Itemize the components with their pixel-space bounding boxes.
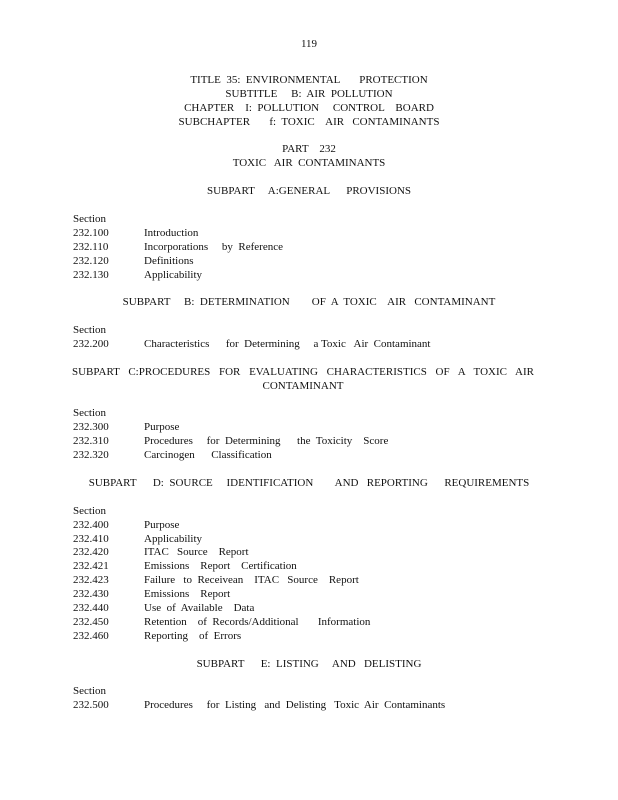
toc-row (73, 615, 553, 629)
subpart-d-heading: SUBPART D: SOURCE IDENTIFICATION AND REPORTING REQUIREMENTS (88, 477, 530, 489)
subtitle-line: SUBTITLE B: AIR POLLUTION (225, 88, 393, 100)
toc-row (73, 518, 553, 532)
section-title: Applicability (144, 269, 203, 281)
toc-row (73, 254, 553, 268)
section-label: Section (73, 213, 106, 225)
subpart-b-heading: SUBPART B: DETERMINATION OF A TOXIC AIR CONTAMINANT (122, 296, 496, 308)
toc-row (73, 226, 553, 240)
section-number: 232.200 (73, 338, 109, 350)
section-title: ITAC Source Report (144, 546, 249, 558)
section-title: Purpose (144, 519, 180, 531)
section-number: 232.500 (73, 699, 109, 711)
section-number: 232.440 (73, 602, 109, 614)
toc-row (73, 337, 553, 351)
section-number: 232.110 (73, 241, 109, 253)
chapter-line: CHAPTER I: POLLUTION CONTROL BOARD (184, 102, 434, 114)
section-title: Applicability (144, 533, 203, 545)
section-title: Procedures for Listing and Delisting Toxic Air Contaminants (144, 699, 446, 711)
toc-row (73, 420, 553, 434)
section-label: Section (73, 505, 106, 517)
section-title: Definitions (144, 255, 194, 267)
subpart-a-heading: SUBPART A:GENERAL PROVISIONS (207, 185, 411, 197)
toc-row (73, 698, 553, 712)
toc-row (73, 587, 553, 601)
section-number: 232.421 (73, 560, 109, 572)
page-number: 119 (300, 38, 318, 50)
toc-row (73, 532, 553, 546)
section-label: Section (73, 685, 106, 697)
title-line: TITLE 35: ENVIRONMENTAL PROTECTION (190, 74, 428, 86)
part-name: TOXIC AIR CONTAMINANTS (232, 157, 386, 169)
section-number: 232.120 (73, 255, 109, 267)
section-title: Introduction (144, 227, 199, 239)
section-title: Reporting of Errors (144, 630, 242, 642)
subpart-c-heading: SUBPART C:PROCEDURES FOR EVALUATING CHARACTERISTICS OF A TOXIC AIR CONTAMINANT (72, 366, 534, 392)
section-title: Failure to Receivean ITAC Source Report (144, 574, 359, 586)
toc-row (73, 573, 553, 587)
section-number: 232.460 (73, 630, 109, 642)
section-title: Emissions Report (144, 588, 231, 600)
section-number: 232.450 (73, 616, 109, 628)
section-number: 232.310 (73, 435, 109, 447)
section-number: 232.100 (73, 227, 109, 239)
toc-row (73, 240, 553, 254)
toc-row (73, 559, 553, 573)
section-title: Incorporations by Reference (144, 241, 283, 253)
section-title: Emissions Report Certification (144, 560, 297, 572)
section-number: 232.300 (73, 421, 109, 433)
toc-row (73, 601, 553, 615)
section-number: 232.130 (73, 269, 109, 281)
section-title: Procedures for Determining the Toxicity Score (144, 435, 389, 447)
part-number: PART 232 (282, 143, 336, 155)
section-title: Retention of Records/Additional Information (144, 616, 371, 628)
toc-row (73, 545, 553, 559)
section-title: Use of Available Data (144, 602, 255, 614)
section-label: Section (73, 324, 106, 336)
section-number: 232.420 (73, 546, 109, 558)
section-number: 232.320 (73, 449, 109, 461)
section-label: Section (73, 407, 106, 419)
toc-row (73, 448, 553, 462)
section-title: Purpose (144, 421, 180, 433)
toc-row (73, 268, 553, 282)
toc-row (73, 434, 553, 448)
section-number: 232.423 (73, 574, 109, 586)
subpart-e-heading: SUBPART E: LISTING AND DELISTING (196, 658, 422, 670)
section-number: 232.400 (73, 519, 109, 531)
section-title: Characteristics for Determining a Toxic Air Contaminant (144, 338, 431, 350)
section-number: 232.430 (73, 588, 109, 600)
toc-row (73, 629, 553, 643)
section-number: 232.410 (73, 533, 109, 545)
section-title: Carcinogen Classification (144, 449, 272, 461)
subchapter-line: SUBCHAPTER f: TOXIC AIR CONTAMINANTS (178, 116, 440, 128)
